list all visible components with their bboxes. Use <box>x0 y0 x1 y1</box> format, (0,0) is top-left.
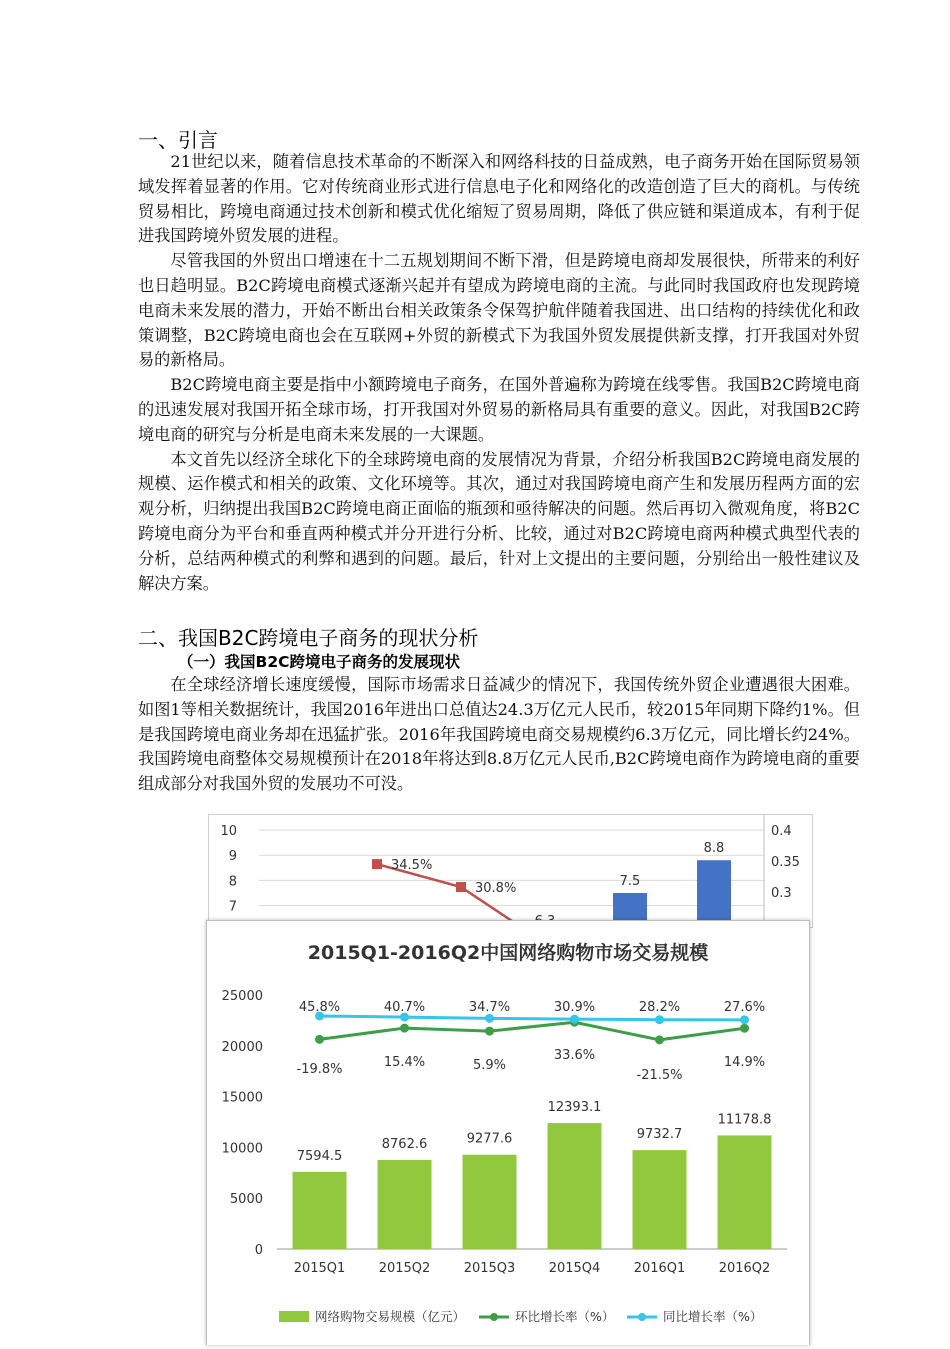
bar <box>293 1172 347 1249</box>
chart-title: 2015Q1-2016Q2中国网络购物市场交易规模 <box>307 942 709 964</box>
mom-rate-label: -21.5% <box>636 1068 683 1083</box>
bar-value-label: 9277.6 <box>466 1131 513 1147</box>
bar <box>697 860 731 927</box>
yoy-rate-marker <box>740 1015 749 1024</box>
cross-border-ecommerce-chart <box>208 814 813 928</box>
yoy-rate-label: 45.8% <box>298 1000 341 1015</box>
y-left-tick-label: 8 <box>228 874 237 890</box>
rate-marker <box>372 859 382 869</box>
bar <box>718 1135 772 1249</box>
yoy-rate-marker <box>655 1015 664 1024</box>
yoy-rate-label: 28.2% <box>638 1000 681 1015</box>
y-tick-label: 10000 <box>221 1141 263 1157</box>
section-1-body <box>138 150 860 596</box>
y-right-tick-label: 0.3 <box>771 886 792 901</box>
x-tick-label: 2016Q1 <box>633 1261 686 1276</box>
yoy-rate-label: 30.9% <box>553 1000 596 1015</box>
rate-marker <box>456 882 466 892</box>
bar <box>548 1123 602 1249</box>
bar-value-label: 8.8 <box>703 841 725 857</box>
y-tick-label: 15000 <box>221 1090 263 1106</box>
mom-rate-label: 15.4% <box>383 1055 426 1070</box>
legend-swatch-bar <box>279 1311 309 1322</box>
section-2-heading: 二、我国B2C跨境电子商务的现状分析 <box>138 626 479 650</box>
bar-value-label: 11178.8 <box>717 1112 772 1128</box>
bar-value-label: 8762.6 <box>381 1136 428 1152</box>
paragraph: B2C跨境电商主要是指中小额跨境电子商务，在国外普遍称为跨境在线零售。我国B2C跨境电商的迅速发展对我国开拓全球市场，打开我国对外贸易的新格局具有重要的意义。因此，对我国B2C跨境电商的研究与分析是电商未来发展的一大课题。 <box>138 375 860 444</box>
mom-rate-marker <box>400 1024 409 1033</box>
mom-rate-line <box>320 1022 745 1040</box>
bar <box>633 1150 687 1249</box>
legend-label: 环比增长率（%） <box>515 1309 615 1324</box>
yoy-rate-marker <box>570 1015 579 1024</box>
y-left-tick-label: 10 <box>220 824 237 839</box>
legend-swatch-marker <box>638 1313 646 1321</box>
bar-value-label: 7594.5 <box>296 1148 343 1164</box>
bar <box>378 1160 432 1249</box>
background-chart-svg <box>209 815 812 927</box>
paragraph: 本文首先以经济全球化下的全球跨境电商的发展情况为背景，介绍分析我国B2C跨境电商发展的规模、运作模式和相关的政策、文化环境等。其次，通过对我国跨境电商产生和发展历程两方面的宏观分析，归纳提出我国B2C跨境电商正面临的瓶颈和亟待解决的问题。然后再切入微观角度，将B2C跨境电商分为平台和垂直两种模式并分开进行分析、比较，通过对B2C跨境电商两种模式典型代表的分析，总结两种模式的利弊和遇到的问题。最后，针对上文提出的主要问题，分别给出一般性建议及解决方案。 <box>138 449 860 593</box>
y-right-tick-label: 0.35 <box>771 855 800 870</box>
yoy-rate-label: 34.7% <box>468 1000 511 1015</box>
legend-swatch-marker <box>490 1313 498 1321</box>
paragraph: 尽管我国的外贸出口增速在十二五规划期间不断下滑，但是跨境电商却发展很快，所带来的利好也日趋明显。B2C跨境电商模式逐渐兴起并有望成为跨境电商的主流。与此同时我国政府也发现跨境电商未来发展的潜力，开始不断出台相关政策条令保驾护航伴随着我国进、出口结构的持续优化和政策调整，B2C跨境电商也会在互联网+外贸的新模式下为我国外贸发展提供新支撑，打开我国对外贸易的新格局。 <box>138 251 860 370</box>
yoy-rate-line <box>320 1016 745 1020</box>
x-tick-label: 2015Q2 <box>378 1261 431 1276</box>
online-shopping-market-chart <box>206 920 810 1345</box>
rate-label: 30.8% <box>475 881 517 897</box>
yoy-rate-label: 27.6% <box>723 1000 766 1015</box>
x-tick-label: 2015Q4 <box>548 1261 601 1276</box>
y-tick-label: 25000 <box>221 989 263 1004</box>
y-tick-label: 0 <box>254 1243 263 1258</box>
section-1-heading: 一、引言 <box>138 128 218 152</box>
bar-value-label: 12393.1 <box>547 1100 602 1116</box>
paragraph: 21世纪以来，随着信息技术革命的不断深入和网络科技的日益成熟，电子商务开始在国际贸易领域发挥着显著的作用。它对传统商业形式进行信息电子化和网络化的改造创造了巨大的商机。与传统贸易相比，跨境电商通过技术创新和模式优化缩短了贸易周期，降低了供应链和渠道成本，有利于促进我国跨境外贸发展的进程。 <box>138 152 860 246</box>
y-left-tick-label: 9 <box>228 849 237 865</box>
foreground-chart-svg <box>207 921 809 1345</box>
bar-value-label: 7.5 <box>619 874 641 889</box>
yoy-rate-label: 40.7% <box>383 1000 426 1015</box>
legend-label: 同比增长率（%） <box>663 1309 763 1324</box>
y-right-tick-label: 0.4 <box>771 824 792 839</box>
mom-rate-label: 33.6% <box>553 1048 596 1063</box>
section-2-body <box>138 673 860 797</box>
legend-label: 网络购物交易规模（亿元） <box>315 1309 466 1324</box>
mom-rate-marker <box>655 1035 664 1044</box>
mom-rate-label: 5.9% <box>472 1058 507 1073</box>
section-2-subheading: （一）我国B2C跨境电子商务的发展现状 <box>178 653 460 671</box>
bar <box>463 1155 517 1249</box>
rate-label: 34.5% <box>391 858 433 874</box>
x-tick-label: 2015Q3 <box>463 1261 516 1276</box>
bar-value-label: 9732.7 <box>636 1127 683 1143</box>
y-tick-label: 20000 <box>221 1039 263 1055</box>
paragraph: 在全球经济增长速度缓慢，国际市场需求日益减少的情况下，我国传统外贸企业遭遇很大困难。如图1等相关数据统计，我国2016年进出口总值达24.3万亿元人民币，较2015年同期下降约1%。但是我国跨境电商业务却在迅猛扩张。2016年我国跨境电商交易规模约6.3万亿元，同比增长约24%。我国跨境电商整体交易规模预计在2018年将达到8.8万亿元人民币,B2C跨境电商作为跨境电商的重要组成部分对我国外贸的发展功不可没。 <box>138 675 860 794</box>
mom-rate-label: 14.9% <box>723 1055 766 1070</box>
y-left-tick-label: 7 <box>228 899 237 915</box>
y-tick-label: 5000 <box>229 1192 263 1208</box>
mom-rate-marker <box>485 1027 494 1036</box>
mom-rate-marker <box>315 1035 324 1044</box>
mom-rate-label: -19.8% <box>296 1062 343 1077</box>
x-tick-label: 2015Q1 <box>293 1261 346 1276</box>
mom-rate-marker <box>740 1024 749 1033</box>
yoy-rate-marker <box>485 1014 494 1023</box>
x-tick-label: 2016Q2 <box>718 1261 771 1276</box>
